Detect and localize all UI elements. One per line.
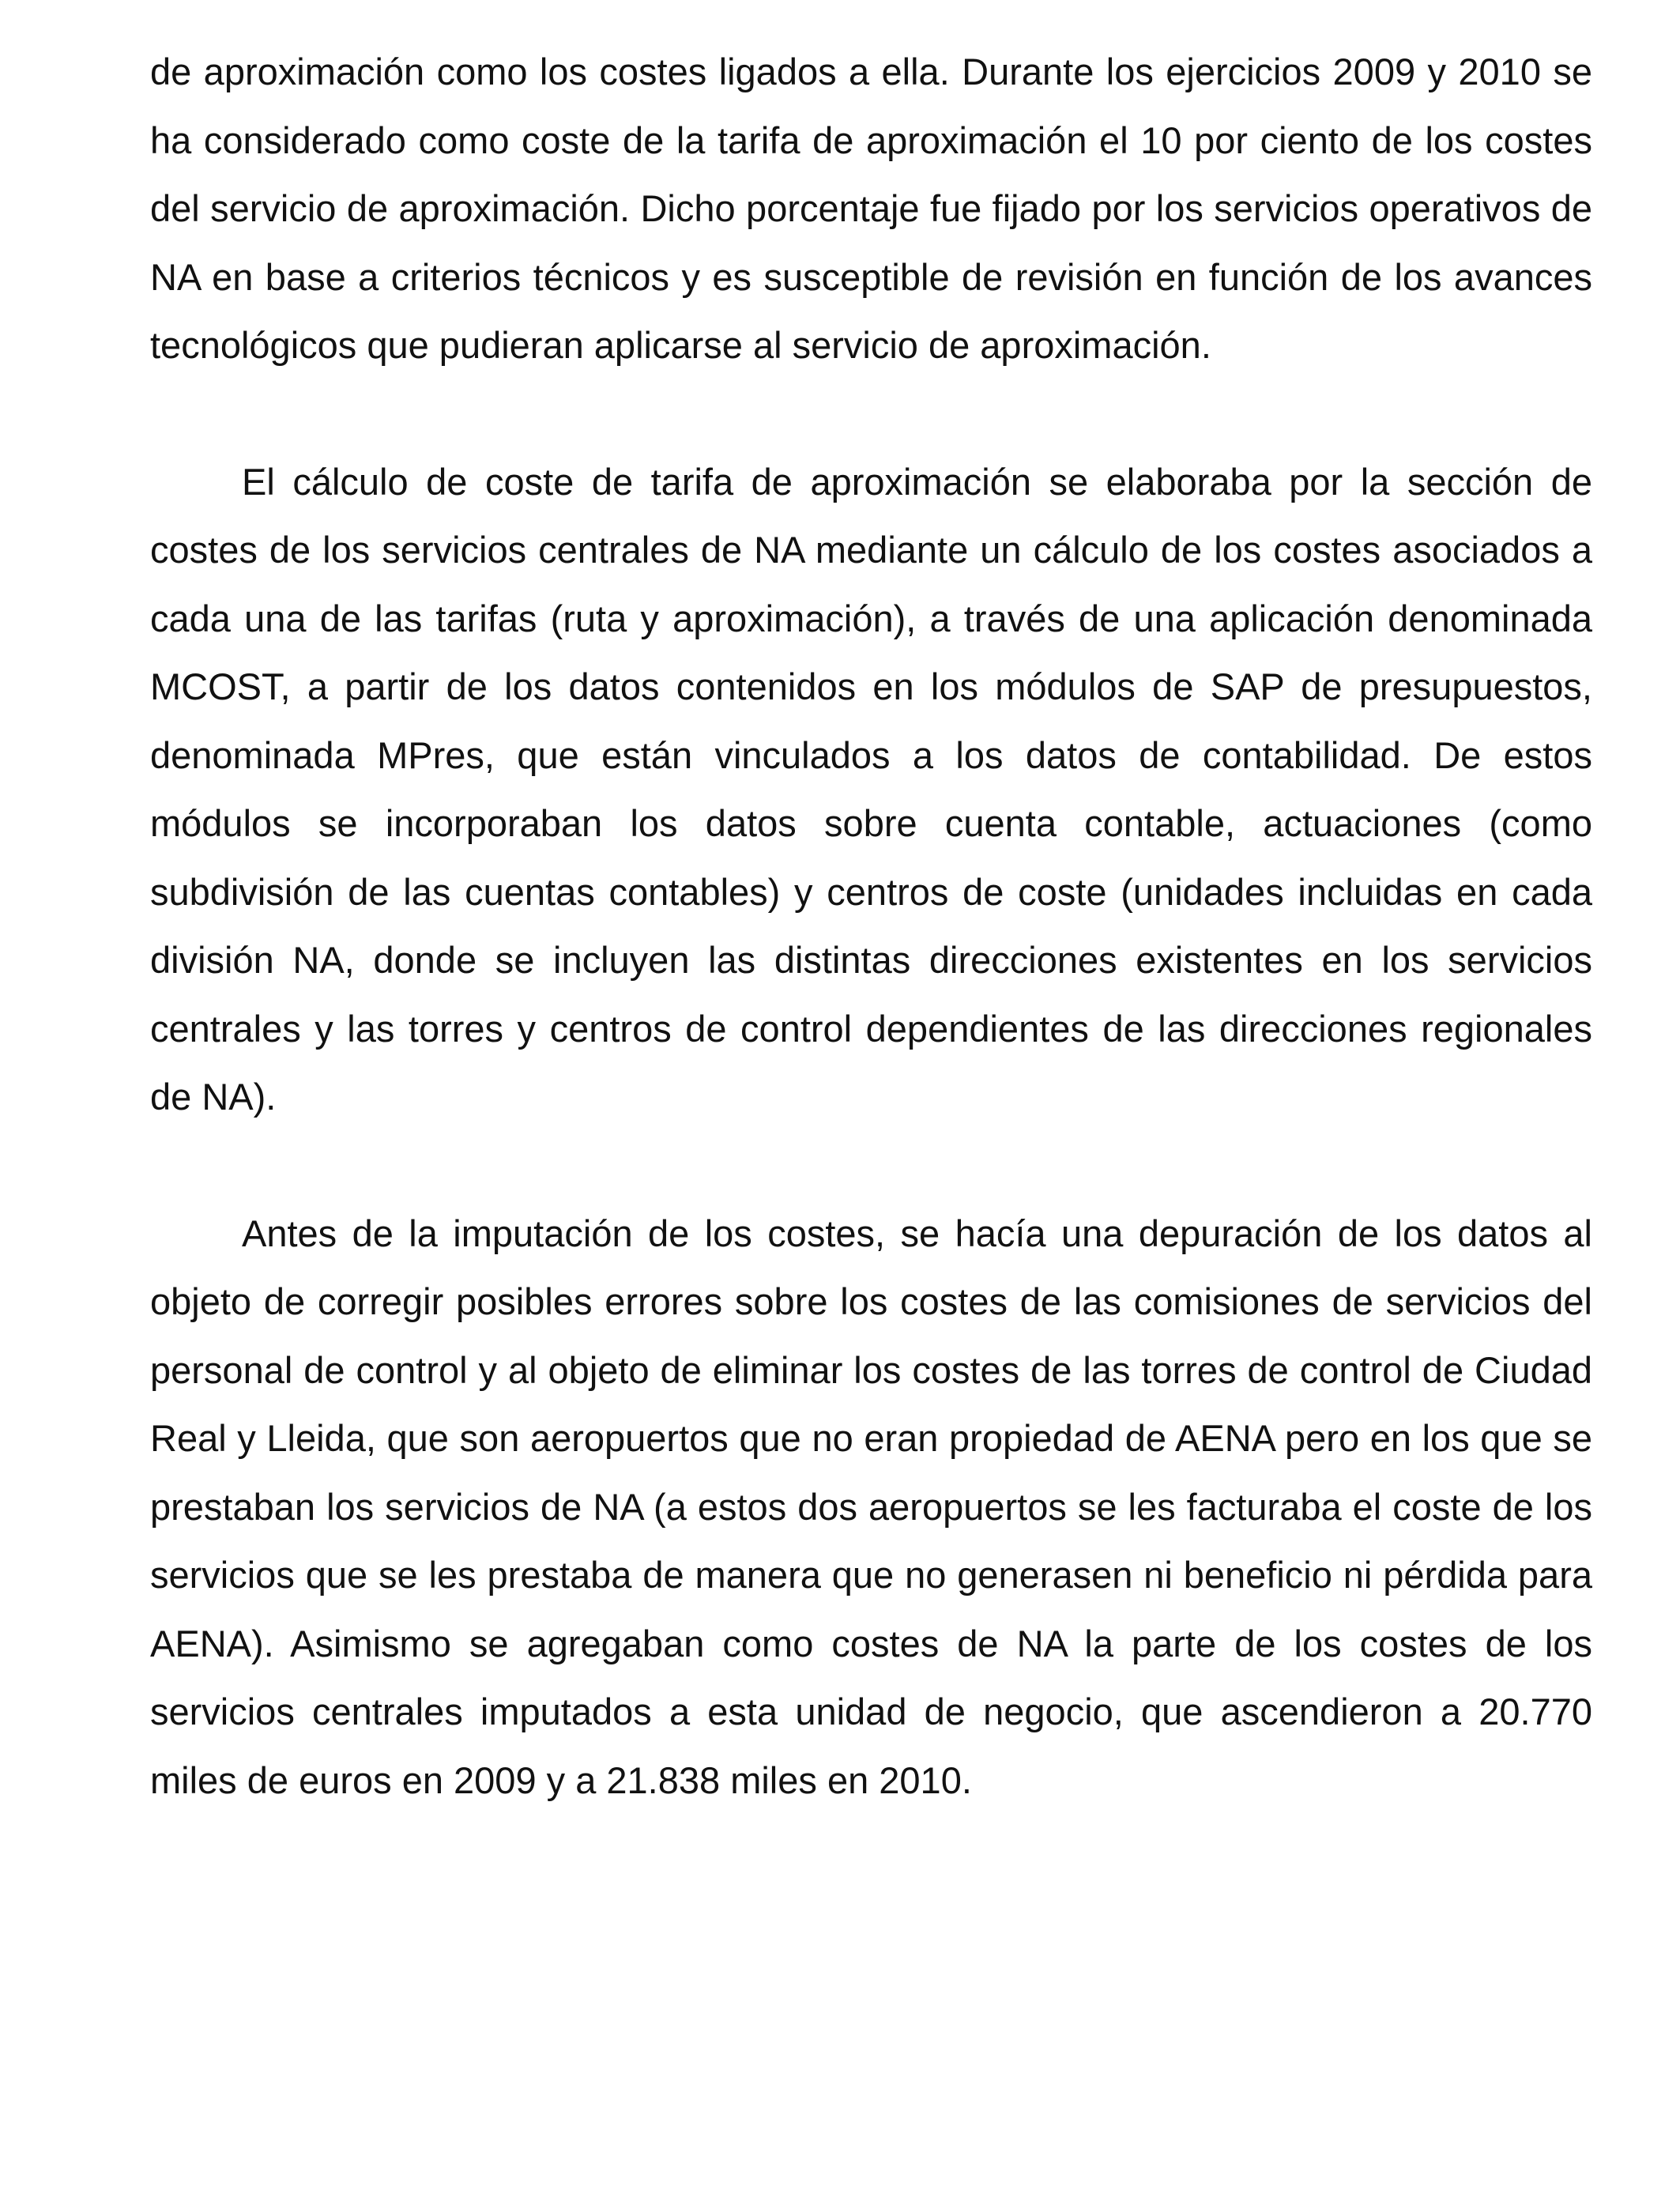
paragraph-2: El cálculo de coste de tarifa de aproximación se elaboraba por la sección de costes de los servicios centrales de NA mediante un cálculo de los costes asociados a cada una de las tarifas (ruta y aproximación), a través de una aplicación denominada MCOST, a partir de los datos contenidos en los módulos de SAP de presupuestos, denominada MPres, que están vinculados a los datos de contabilidad. De estos módulos se incorporaban los datos sobre cuenta contable, actuaciones (como subdivisión de las cuentas contables) y centros de coste (unidades incluidas en cada división NA, donde se incluyen las distintas direcciones existentes en los servicios centrales y las torres y centros de control dependientes de las direcciones regionales de NA).	[150, 460, 1592, 1118]
paragraph-3: Antes de la imputación de los costes, se hacía una depuración de los datos al objeto de corregir posibles errores sobre los costes de las comisiones de servicios del personal de control y al objeto de eliminar los costes de las torres de control de Ciudad Real y Lleida, que son aeropuertos que no eran propiedad de AENA pero en los que se prestaban los servicios de NA (a estos dos aeropuertos se les facturaba el coste de los servicios que se les prestaba de manera que no generasen ni beneficio ni pérdida para AENA). Asimismo se agregaban como costes de NA la parte de los costes de los servicios centrales imputados a esta unidad de negocio, que ascendieron a 20.770 miles de euros en 2009 y a 21.838 miles en 2010.	[150, 1212, 1592, 1801]
paragraph-1: de aproximación como los costes ligados a ella. Durante los ejercicios 2009 y 2010 se ha considerado como coste de la tarifa de aproximación el 10 por ciento de los costes del servicio de aproximación. Dicho porcentaje fue fijado por los servicios operativos de NA en base a criterios técnicos y es susceptible de revisión en función de los avances tecnológicos que pudieran aplicarse al servicio de aproximación.	[150, 51, 1592, 366]
document-page	[150, 38, 1592, 1815]
